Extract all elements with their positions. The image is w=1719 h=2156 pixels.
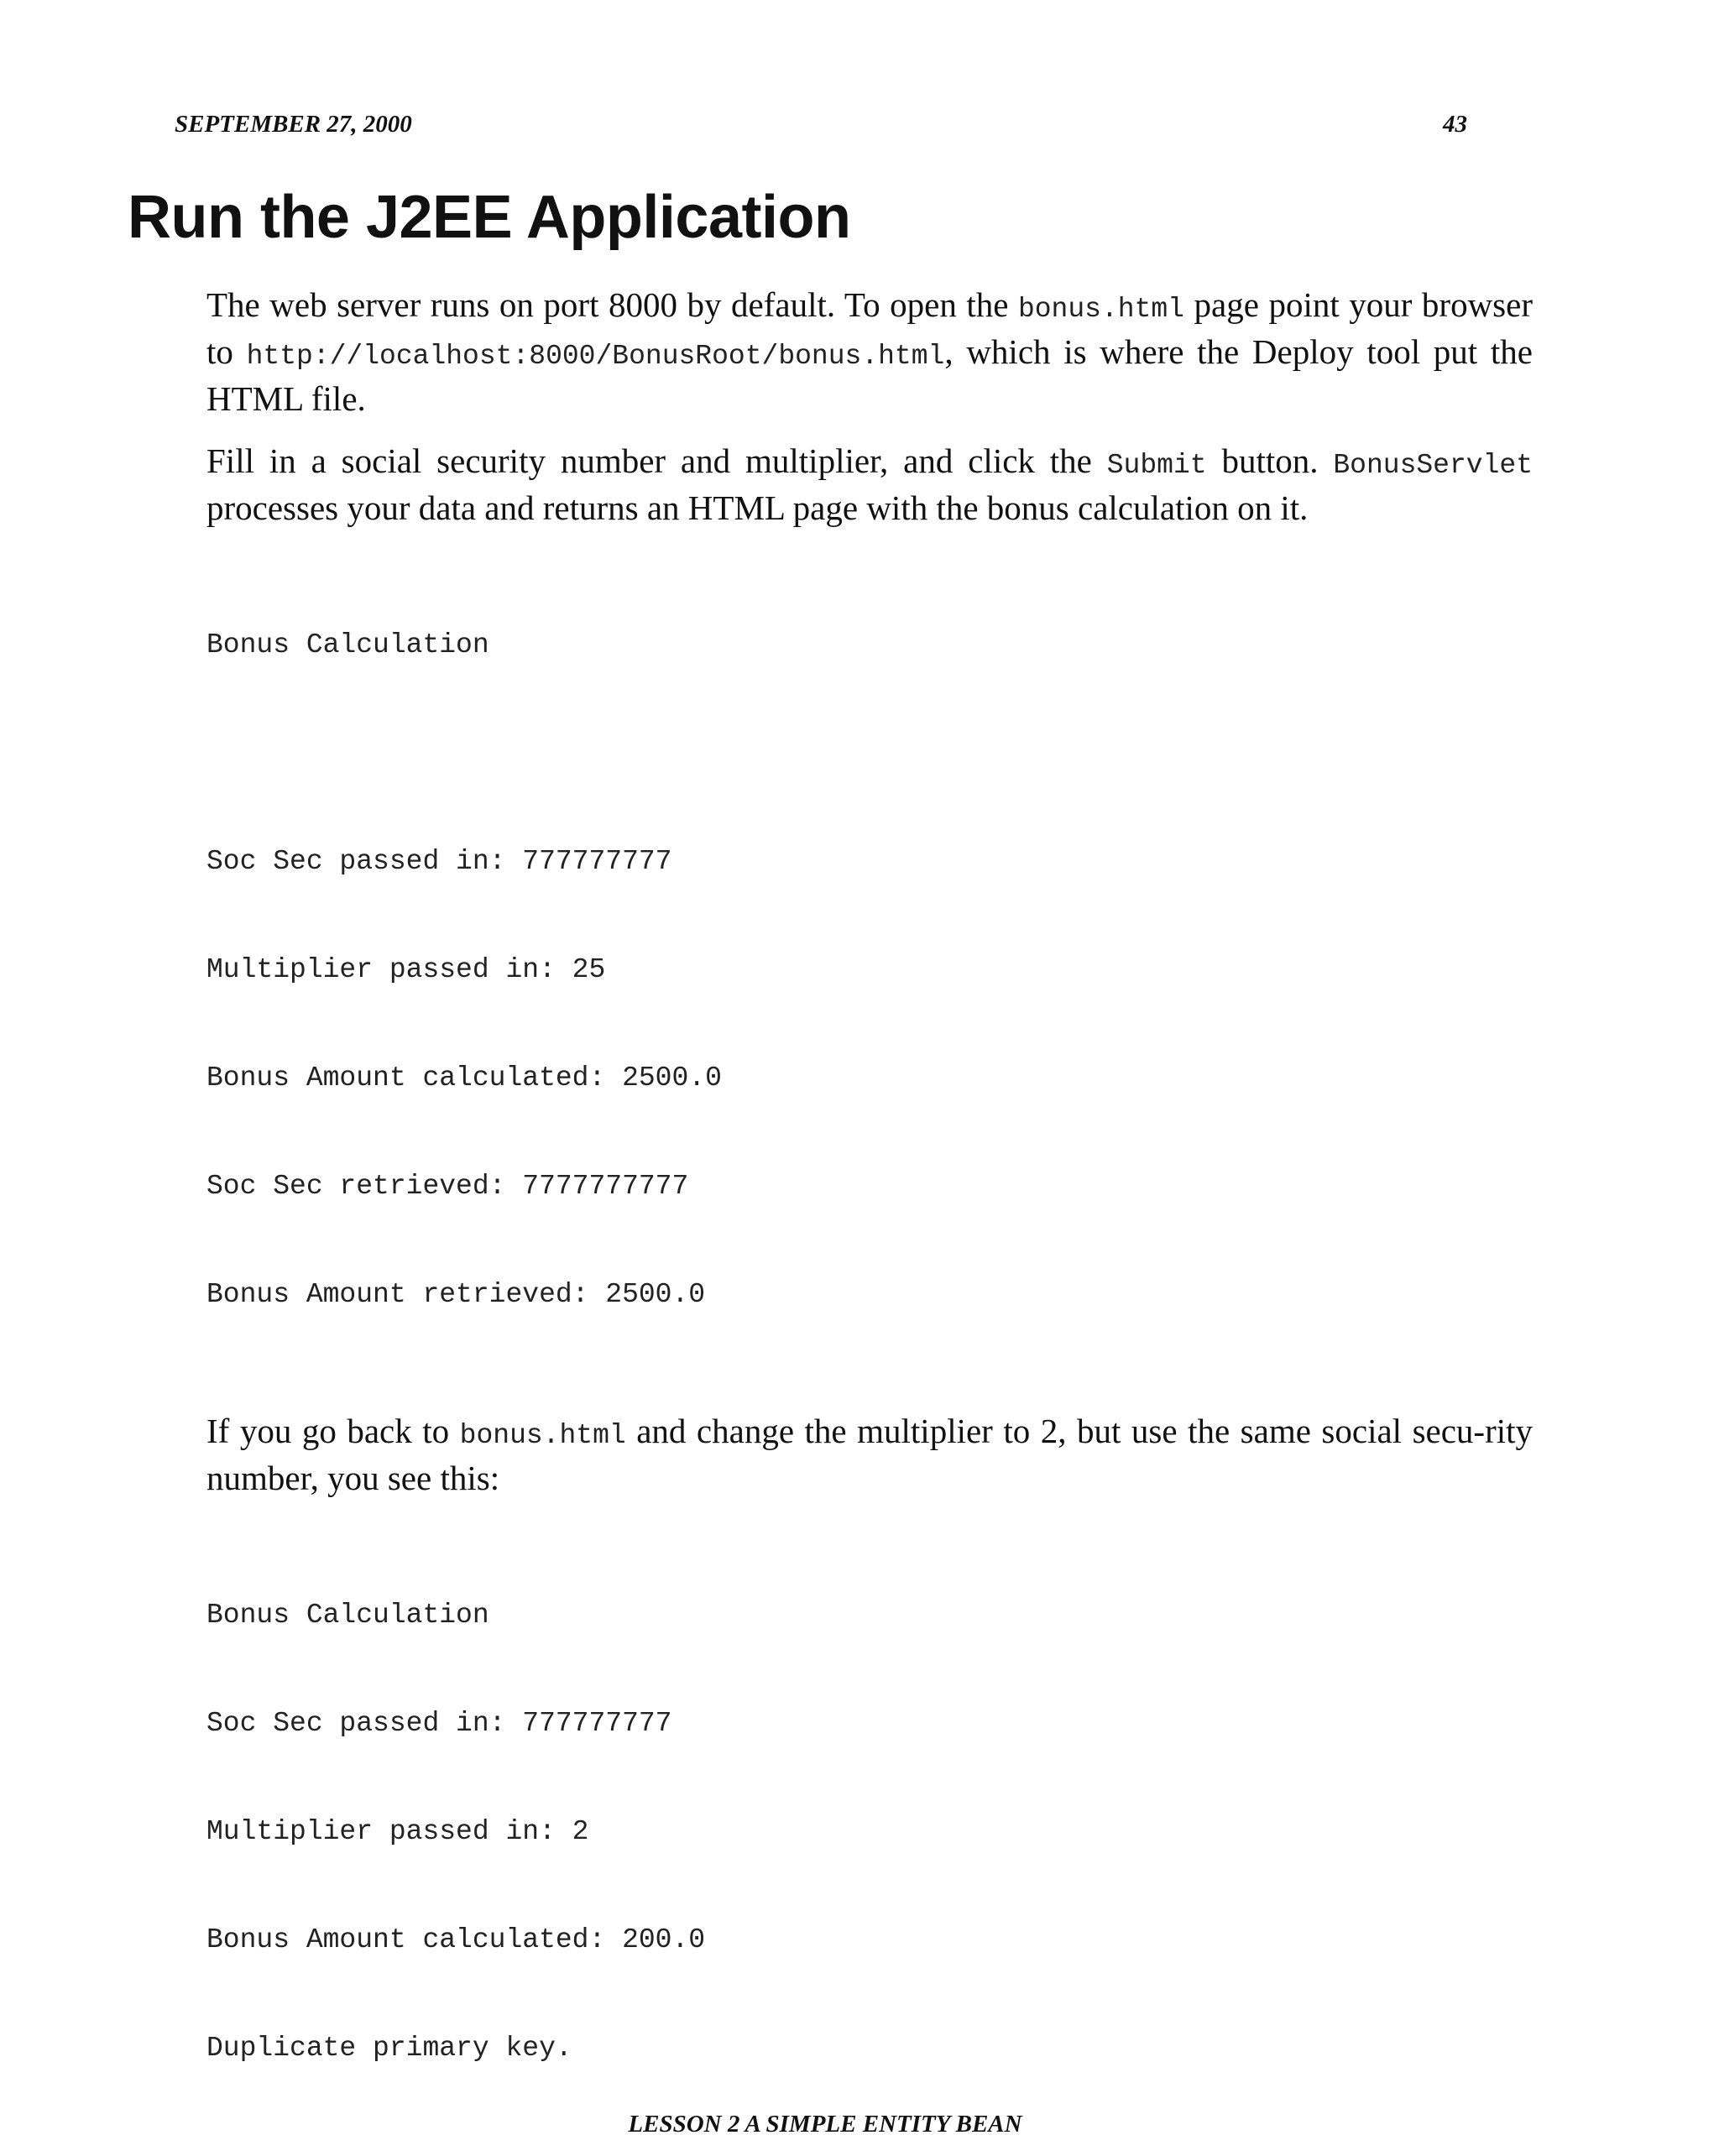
code-line: Multiplier passed in: 2 (206, 1816, 589, 1847)
paragraph-text: Fill in a social security number and multiplier, and click the (206, 441, 1107, 480)
paragraph-text: processes your data and returns an HTML page with the bonus calculation on it. (206, 488, 1309, 527)
inline-code-url: http://localhost:8000/BonusRoot/bonus.html (246, 341, 945, 372)
header-date: SEPTEMBER 27, 2000 (175, 111, 412, 138)
paragraph-fill-in (206, 440, 1533, 530)
page-number: 43 (1443, 111, 1467, 138)
inline-code-submit: Submit (1106, 450, 1207, 481)
code-line: Duplicate primary key. (206, 2033, 572, 2064)
paragraph-text: , which is where the Deploy tool put the HTML file. (206, 332, 1533, 418)
code-line: Bonus Amount calculated: 200.0 (206, 1924, 706, 1955)
paragraph-text: The web server runs on port 8000 by default. To open the (206, 285, 1018, 324)
paragraph-text: page point your browser to (206, 285, 1533, 371)
code-blank-line (206, 735, 1533, 771)
page-footer: LESSON 2 A SIMPLE ENTITY BEAN (628, 2111, 1022, 2138)
inline-code-bonus-html: bonus.html (459, 1420, 626, 1451)
section-title: Run the J2EE Application (128, 184, 851, 251)
inline-code-bonusservlet: BonusServlet (1333, 450, 1533, 481)
code-output-second (206, 1525, 1533, 2138)
code-output-first (206, 555, 1533, 1385)
code-line: Bonus Calculation (206, 629, 489, 660)
paragraph-go-back (206, 1410, 1533, 1500)
code-line: Soc Sec retrieved: 7777777777 (206, 1171, 689, 1202)
paragraph-text: and change the multiplier to 2, but use the same social secu-rity number, you see this: (206, 1412, 1534, 1497)
paragraph-port-info (206, 284, 1533, 420)
inline-code-bonus-html: bonus.html (1017, 294, 1184, 325)
code-line: Bonus Calculation (206, 1600, 489, 1631)
code-line: Multiplier passed in: 25 (206, 954, 606, 985)
code-line: Soc Sec passed in: 777777777 (206, 1708, 672, 1739)
paragraph-text: button. (1206, 441, 1334, 480)
code-line: Bonus Amount retrieved: 2500.0 (206, 1279, 706, 1310)
code-line: Bonus Amount calculated: 2500.0 (206, 1062, 722, 1094)
code-line: Soc Sec passed in: 777777777 (206, 846, 672, 877)
section-body (206, 284, 1533, 2138)
page-header (175, 111, 1467, 144)
paragraph-text: If you go back to (206, 1412, 460, 1450)
